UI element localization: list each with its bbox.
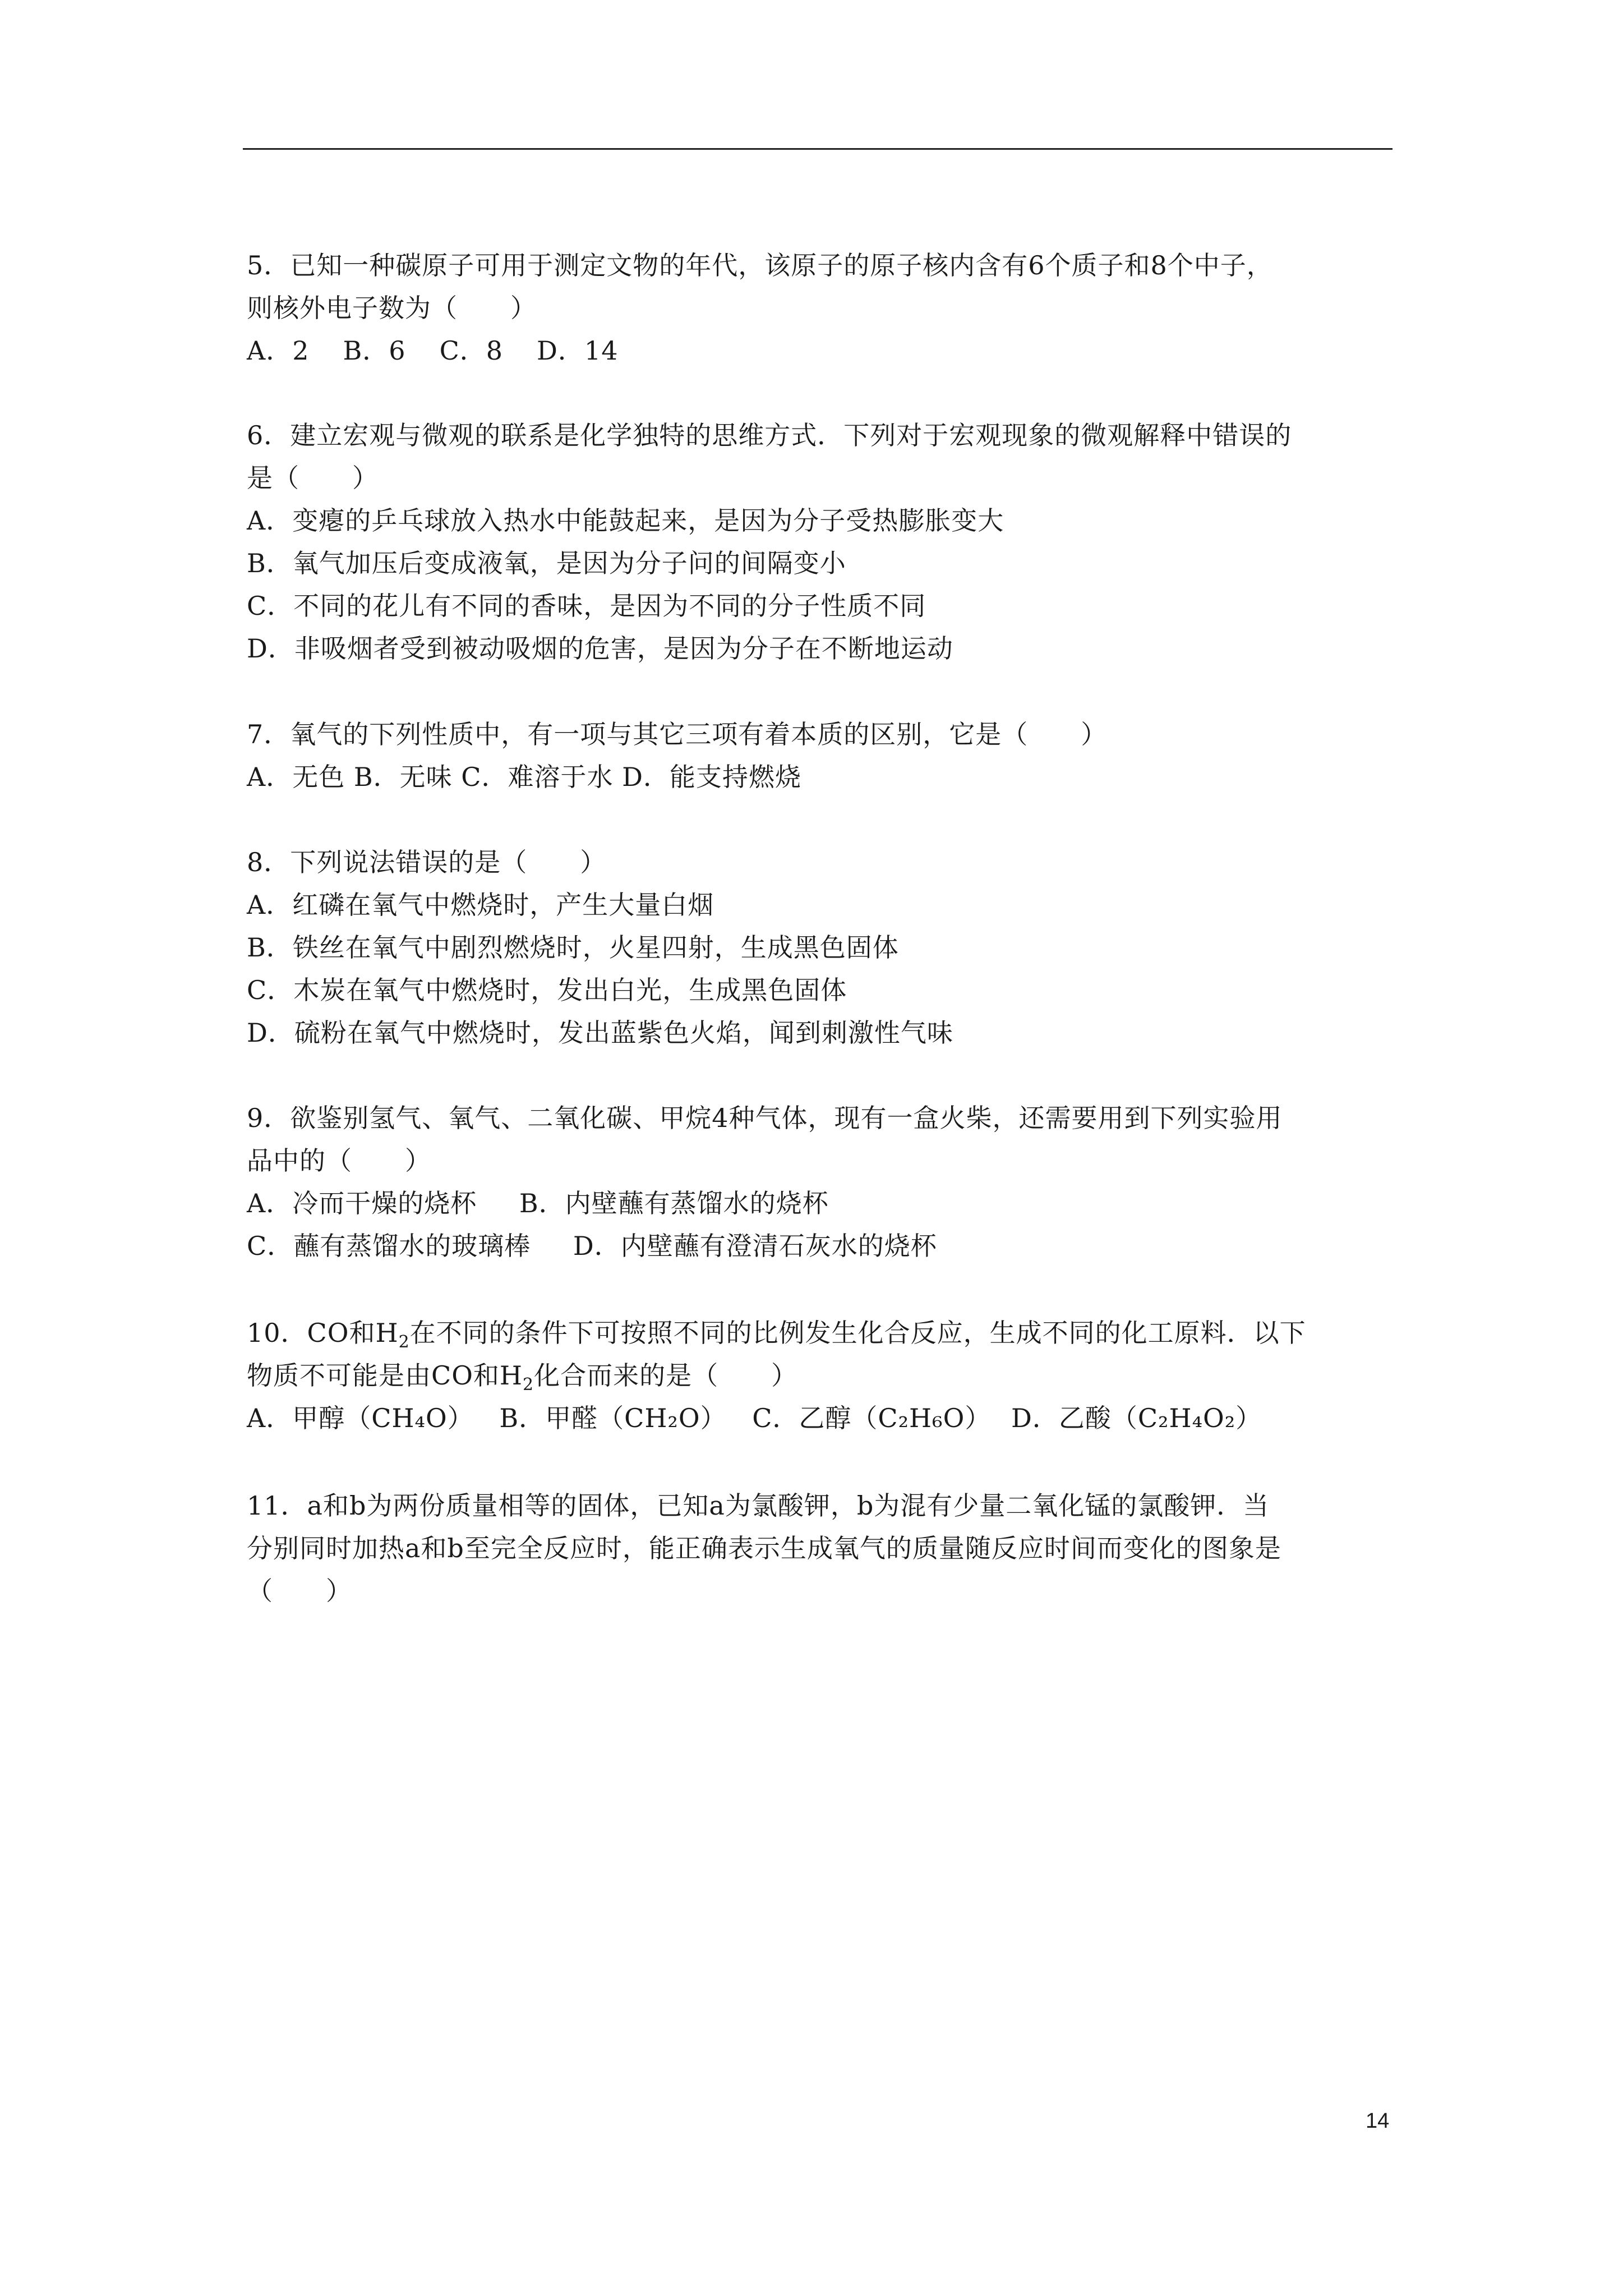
option-d: D．内壁蘸有澄清石灰水的烧杯 — [573, 1231, 937, 1261]
question-11-stem-line-1: 11．a和b为两份质量相等的固体，已知a为氯酸钾，b为混有少量二氧化锰的氯酸钾．当 — [247, 1490, 1270, 1521]
text-segment: 在不同的条件下可按照不同的比例发生化合反应，生成不同的化工原料．以下 — [409, 1318, 1306, 1348]
question-6-stem-line-1: 6．建立宏观与微观的联系是化学独特的思维方式．下列对于宏观现象的微观解释中错误的 — [247, 420, 1292, 450]
option-d: D．非吸烟者受到被动吸烟的危害，是因为分子在不断地运动 — [247, 633, 953, 664]
option-b: B．6 — [343, 335, 406, 366]
question-6-stem-line-2: 是（ ） — [247, 463, 379, 493]
question-5 — [247, 244, 1391, 372]
question-11 — [247, 1484, 1391, 1612]
option-b: B．无味 — [353, 762, 453, 792]
question-10 — [247, 1312, 1391, 1439]
option-d: D．乙酸（C₂H₄O₂） — [1011, 1403, 1262, 1433]
option-a: A．无色 — [247, 762, 345, 792]
text-segment: 化合而来的是（ ） — [534, 1360, 798, 1391]
question-5-options — [247, 329, 1391, 372]
question-9-options-row-1 — [247, 1182, 1391, 1225]
question-7 — [247, 713, 1391, 798]
text-segment: 10．CO和H — [247, 1318, 399, 1348]
question-11-stem-line-3: （ ） — [247, 1576, 352, 1606]
option-a: A．冷而干燥的烧杯 — [247, 1188, 477, 1218]
option-a: A．2 — [247, 335, 310, 366]
option-b: B．铁丝在氧气中剧烈燃烧时，火星四射，生成黑色固体 — [247, 932, 899, 963]
question-11-stem-line-2: 分别同时加热a和b至完全反应时，能正确表示生成氧气的质量随反应时间而变化的图象是 — [247, 1533, 1281, 1563]
question-7-stem: 7．氧气的下列性质中，有一项与其它三项有着本质的区别，它是（ ） — [247, 719, 1108, 749]
question-10-stem-line-2 — [247, 1354, 1391, 1397]
question-9-options-row-2 — [247, 1225, 1391, 1267]
subscript: 2 — [523, 1375, 534, 1395]
option-c: C．不同的花儿有不同的香味，是因为不同的分子性质不同 — [247, 591, 926, 621]
question-8-stem: 8．下列说法错误的是（ ） — [247, 847, 607, 877]
page-number: 14 — [1366, 2109, 1390, 2133]
option-b: B．内壁蘸有蒸馏水的烧杯 — [519, 1188, 829, 1218]
option-d: D．硫粉在氧气中燃烧时，发出蓝紫色火焰，闻到刺激性气味 — [247, 1018, 953, 1048]
question-5-stem-line-2: 则核外电子数为（ ） — [247, 293, 537, 323]
subscript: 2 — [398, 1332, 410, 1352]
option-c: C．8 — [439, 335, 504, 366]
option-c: C．乙醇（C₂H₆O） — [752, 1403, 992, 1433]
option-c: C．蘸有蒸馏水的玻璃棒 — [247, 1231, 531, 1261]
option-b: B．氧气加压后变成液氧，是因为分子问的间隔变小 — [247, 548, 846, 578]
question-10-stem-line-1 — [247, 1312, 1391, 1354]
option-c: C．难溶于水 — [461, 762, 614, 792]
option-d: D．能支持燃烧 — [622, 762, 802, 792]
option-c: C．木炭在氧气中燃烧时，发出白光，生成黑色固体 — [247, 975, 847, 1005]
header-rule — [243, 148, 1393, 150]
option-a: A．变瘪的乒乓球放入热水中能鼓起来，是因为分子受热膨胀变大 — [247, 505, 1004, 536]
option-a: A．甲醇（CH₄O） — [247, 1403, 474, 1433]
question-5-stem-line-1: 5．已知一种碳原子可用于测定文物的年代，该原子的原子核内含有6个质子和8个中子， — [247, 250, 1273, 280]
question-10-options — [247, 1397, 1391, 1439]
question-7-options — [247, 756, 1391, 798]
question-6 — [247, 414, 1391, 670]
question-9-stem-line-2: 品中的（ ） — [247, 1145, 431, 1176]
question-9 — [247, 1097, 1391, 1267]
option-d: D．14 — [537, 335, 619, 366]
option-b: B．甲醛（CH₂O） — [499, 1403, 727, 1433]
question-8 — [247, 841, 1391, 1054]
text-segment: 物质不可能是由CO和H — [247, 1360, 523, 1391]
option-a: A．红磷在氧气中燃烧时，产生大量白烟 — [247, 890, 714, 920]
question-9-stem-line-1: 9．欲鉴别氢气、氧气、二氧化碳、甲烷4种气体，现有一盒火柴，还需要用到下列实验用 — [247, 1103, 1283, 1133]
